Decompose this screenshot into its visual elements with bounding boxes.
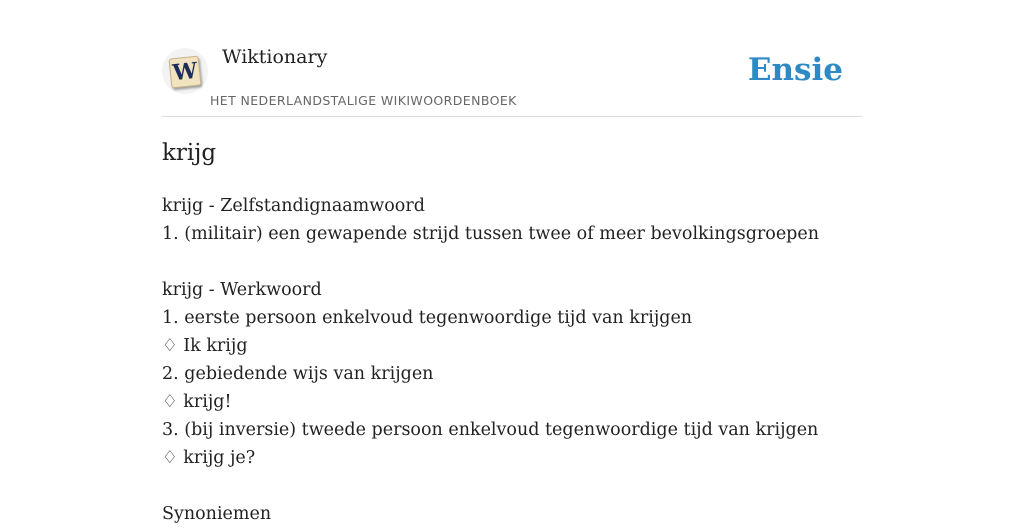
site-header	[162, 0, 862, 117]
entry-content	[162, 192, 819, 528]
wiktionary-logo-icon: W	[169, 56, 202, 89]
ensie-brand-logo[interactable]: Ensie	[747, 52, 843, 88]
section-spacer	[162, 472, 819, 500]
site-name[interactable]: Wiktionary	[222, 46, 328, 68]
verb-definition-1: 1. eerste persoon enkelvoud tegenwoordige tijd van krijgen	[162, 308, 693, 328]
verb-example-1: ♢ Ik krijg	[162, 336, 248, 356]
wiktionary-logo[interactable]	[162, 48, 208, 94]
synonyms-heading: Synoniemen	[162, 504, 272, 524]
verb-definition-3: 3. (bij inversie) tweede persoon enkelvoud tegenwoordige tijd van krijgen	[162, 420, 819, 440]
page	[162, 0, 862, 524]
noun-definition-1: 1. (militair) een gewapende strijd tussen twee of meer bevolkingsgroepen	[162, 224, 820, 244]
verb-definition-2: 2. gebiedende wijs van krijgen	[162, 364, 434, 384]
site-tagline: HET NEDERLANDSTALIGE WIKIWOORDENBOEK	[210, 93, 517, 108]
section-spacer	[162, 248, 819, 276]
verb-heading: krijg - Werkwoord	[162, 280, 322, 300]
verb-example-3: ♢ krijg je?	[162, 448, 256, 468]
page-title: krijg	[162, 140, 217, 166]
verb-example-2: ♢ krijg!	[162, 392, 232, 412]
noun-heading: krijg - Zelfstandignaamwoord	[162, 196, 425, 216]
